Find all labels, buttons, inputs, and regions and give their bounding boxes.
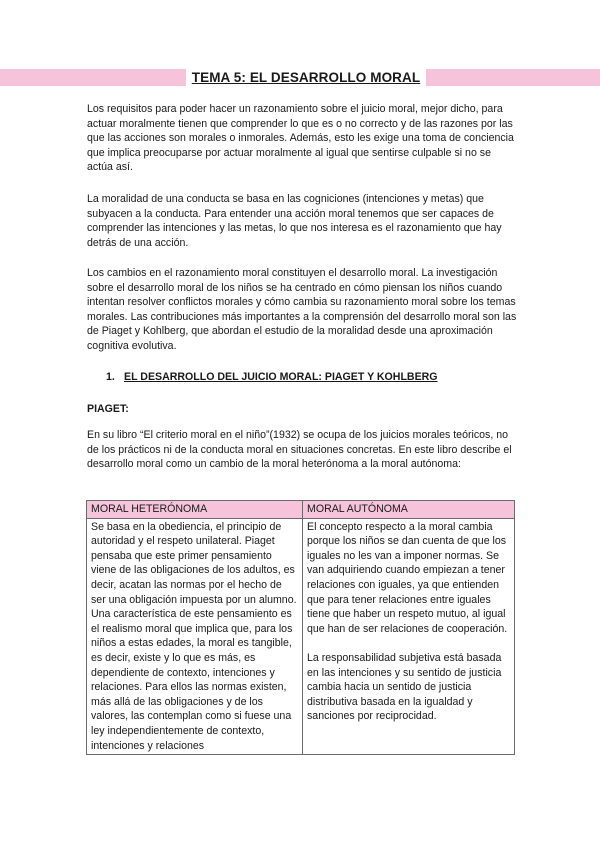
header-moral-heteronoma: MORAL HETERÓNOMA (87, 501, 303, 519)
moral-comparison-table (86, 500, 515, 755)
subheading-piaget: PIAGET: (87, 403, 129, 415)
autonoma-text-1: El concepto respecto a la moral cambia porque los niños se dan cuenta de que los iguales no les van a imponer normas. Se van adquiriendo cuando empiezan a tener relaciones con iguales, ya que entienden que para tener relaciones entre iguales tiene que haber un respeto mutuo, al igual que han de ser relaciones de cooperación. (307, 520, 508, 635)
heteronoma-text: Se basa en la obediencia, el principio de autoridad y el respeto unilateral. Piaget pensaba que este primer pensamiento viene de las obligaciones de los adultos, es decir, acatan las normas por el hecho de ser una obligación impuesta por un alumno. Una característica de este pensamiento es el realismo moral que implica que, para los niños a estas edades, la moral es tangible, es decir, existe y lo que es más, es dependiente de contexto, intenciones y relaciones. Para ellos las normas existen, más allá de las obligaciones y de los valores, las contemplan como si fuese una ley independientemente de contexto, intenciones y relaciones (91, 520, 297, 752)
autonoma-text-2: La responsabilidad subjetiva está basada en las intenciones y su sentido de justicia cambia hacia un sentido de justicia distributiva basada en la igualdad y sanciones por reciprocidad. (307, 651, 502, 723)
section-number: 1. (106, 371, 115, 383)
page-title: TEMA 5: EL DESARROLLO MORAL (186, 69, 426, 86)
paragraph-moralidad: La moralidad de una conducta se basa en las cogniciones (intenciones y metas) que subyacen a la conducta. Para entender una acción moral tenemos que ser capaces de comprender las intenciones y las metas, lo que nos interesa es el razonamiento que hay detrás de una acción. (87, 193, 502, 249)
paragraph-criterio-moral: En su libro “El criterio moral en el niño”(1932) se ocupa de los juicios morales teóricos, no de los prácticos ni de la conducta moral en situaciones concretas. En este libro describe el desarrollo moral como un cambio de la moral heterónoma a la moral autónoma: (87, 429, 512, 471)
paragraph-cambios: Los cambios en el razonamiento moral constituyen el desarrollo moral. La investigación sobre el desarrollo moral de los niños se ha centrado en cómo piensan los niños cuando intentan resolver conflictos morales y cómo cambia su razonamiento moral sobre los temas morales. Las contribuciones más importantes a la comprensión del desarrollo moral son las de Piaget y Kohlberg, que abordan el estudio de la moralidad desde una aproximación cognitiva evolutiva. (87, 267, 517, 352)
paragraph-requisitos: Los requisitos para poder hacer un razonamiento sobre el juicio moral, mejor dicho, para actuar moralmente tienen que comprender lo que es o no correcto y de las razones por las que las acciones son morales o inmorales. Además, esto les exige una toma de conciencia que implica preocuparse por actuar moralmente al igual que sentirse culpable si no se actúa así. (87, 103, 514, 174)
header-moral-autonoma: MORAL AUTÓNOMA (303, 501, 515, 519)
table-header-row (87, 501, 515, 519)
table-row (87, 518, 515, 755)
section-heading (106, 370, 438, 384)
section-heading-text: EL DESARROLLO DEL JUICIO MORAL: PIAGET Y KOHLBERG (124, 371, 438, 383)
cell-moral-autonoma (303, 518, 515, 755)
cell-moral-heteronoma (87, 518, 303, 755)
